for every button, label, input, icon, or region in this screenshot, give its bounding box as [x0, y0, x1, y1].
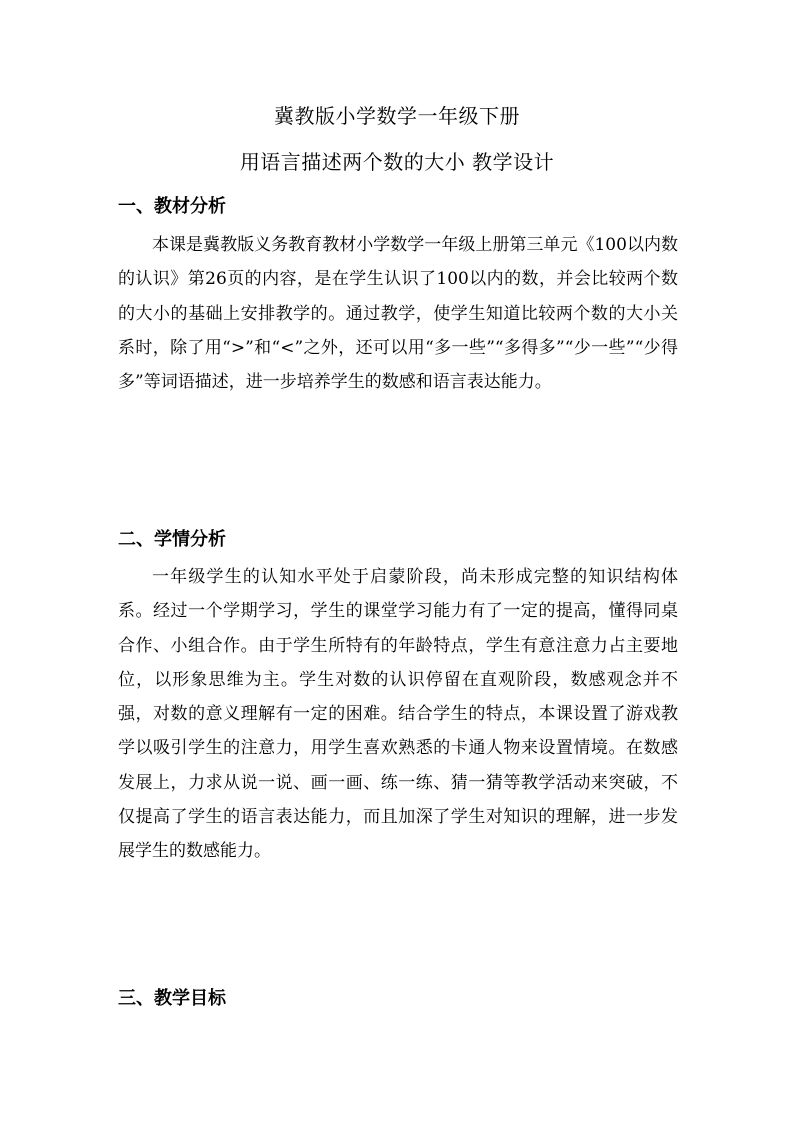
section-paragraph-student-analysis: 一年级学生的认知水平处于启蒙阶段，尚未形成完整的知识结构体系。经过一个学期学习，学生的课堂学习能力有了一定的提高，懂得同桌合作、小组合作。由于学生所特有的年龄特点，学生有意注意力占主要地位，以形象思维为主。学生对数的认识停留在直观阶段，数感观念并不强，对数的意义理解有一定的困难。结合学生的特点，本课设置了游戏教学以吸引学生的注意力，用学生喜欢熟悉的卡通人物来设置情境。在数感发展上，力求从说一说、画一画、练一练、猜一猜等教学活动来突破，不仅提高了学生的语言表达能力，而且加深了学生对知识的理解，进一步发展学生的数感能力。	[118, 567, 678, 862]
document-title: 冀教版小学数学一年级下册	[274, 104, 520, 128]
section-heading-student-analysis: 二、学情分析	[118, 529, 226, 550]
section-heading-textbook-analysis: 一、教材分析	[118, 196, 226, 217]
document-subtitle: 用语言描述两个数的大小 教学设计	[239, 150, 555, 174]
section-heading-teaching-goals: 三、教学目标	[118, 988, 226, 1009]
section-paragraph-textbook-analysis: 本课是冀教版义务教育教材小学数学一年级上册第三单元《100以内数的认识》第26页的内容，是在学生认识了100以内的数，并会比较两个数的大小的基础上安排教学的。通过教学，使学生知道比较两个数的大小关系时，除了用“>”和“<”之外，还可以用“多一些”“多得多”“少一些”“少得多”等词语描述，进一步培养学生的数感和语言表达能力。	[118, 235, 678, 393]
